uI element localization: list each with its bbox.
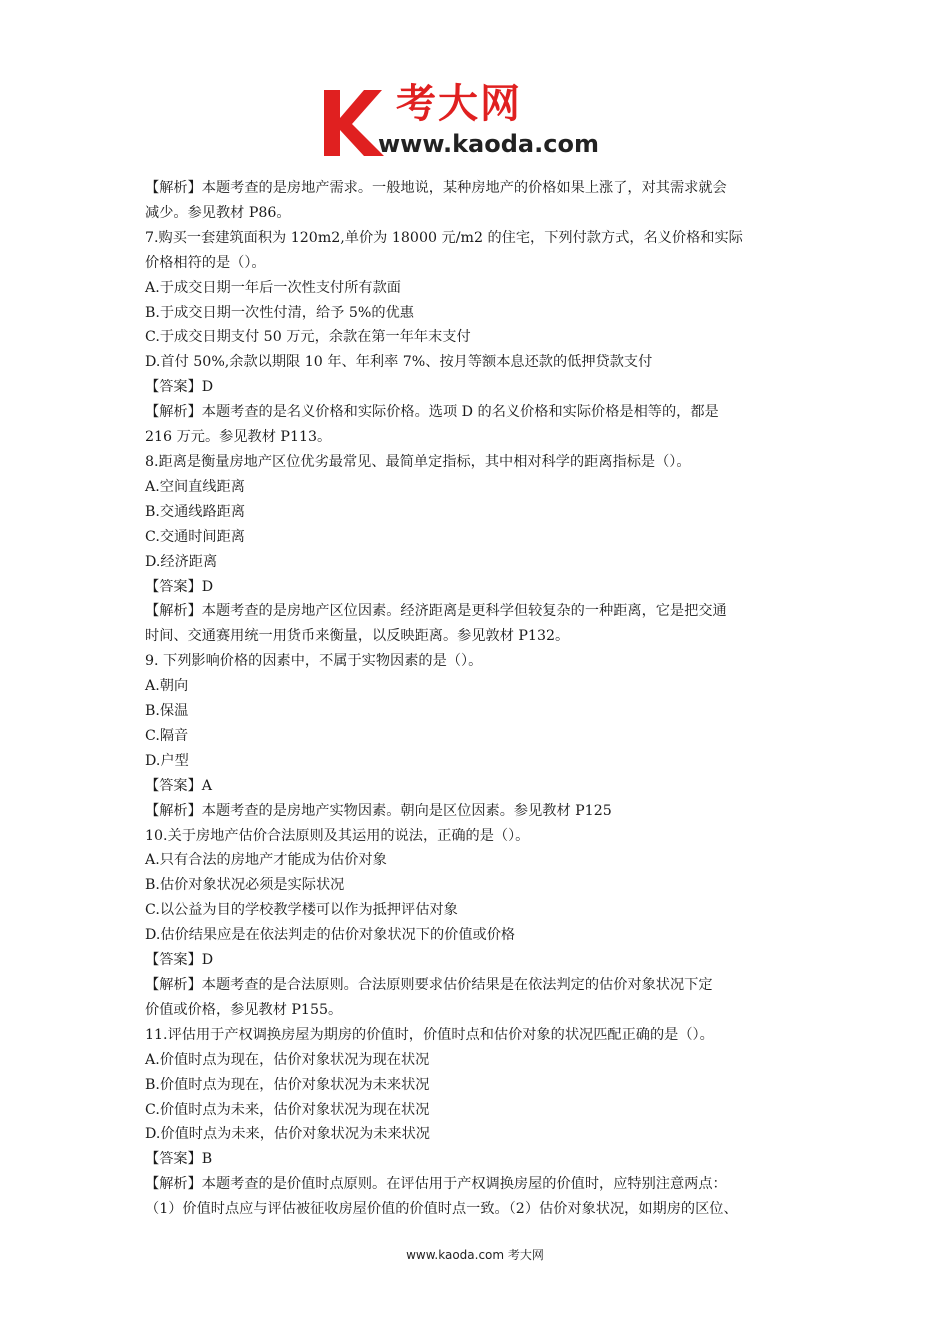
- text-line: A.空间直线距离: [145, 478, 245, 495]
- text-line: C.价值时点为未来，估价对象状况为现在状况: [145, 1101, 430, 1118]
- text-line: 8.距离是衡量房地产区位优劣最常见、最简单定指标，其中相对科学的距离指标是（）。: [145, 453, 691, 470]
- text-line: B.估价对象状况必须是实际状况: [145, 877, 345, 894]
- text-line: 7.购买一套建筑面积为 120m2,单价为 18000 元/m2 的住宅，下列付款方式，名义价格和实际: [145, 229, 743, 246]
- text-line: D.首付 50%,余款以期限 10 年、年利率 7%、按月等额本息还款的低押贷款支付: [145, 354, 653, 371]
- document-body: [145, 176, 810, 1222]
- text-line: B.交通线路距离: [145, 503, 246, 520]
- text-line: 【答案】A: [145, 777, 212, 794]
- text-line: 【答案】D: [145, 578, 214, 595]
- text-line: A.只有合法的房地产才能成为估价对象: [145, 852, 387, 869]
- text-line: 【答案】B: [145, 1151, 213, 1168]
- text-line: 【解析】本题考查的是合法原则。合法原则要求估价结果是在依法判定的估价对象状况下定: [145, 977, 713, 993]
- text-line: A.朝向: [145, 678, 189, 695]
- text-line: 【答案】D: [145, 952, 214, 969]
- logo-chinese-text: 考大网: [396, 81, 522, 127]
- text-line: A.于成交日期一年后一次性支付所有款面: [145, 279, 401, 296]
- text-line: 216 万元。参见教材 P113。: [145, 429, 332, 446]
- page-footer: www.kaoda.com 考大网: [406, 1248, 544, 1262]
- text-line: 9. 下列影响价格的因素中，不属于实物因素的是（）。: [145, 653, 483, 670]
- text-line: D.价值时点为未来，估价对象状况为未来状况: [145, 1126, 430, 1143]
- kaoda-logo: [318, 81, 638, 160]
- text-line: 【解析】本题考查的是房地产实物因素。朝向是区位因素。参见教材 P125: [145, 802, 612, 819]
- text-line: B.价值时点为现在，估价对象状况为未来状况: [145, 1076, 430, 1093]
- text-line: 时间、交通赛用统一用货币来衡量，以反映距离。参见敦材 P132。: [145, 628, 570, 645]
- text-line: D.经济距离: [145, 553, 218, 570]
- text-line: C.隔音: [145, 727, 189, 744]
- text-line: D.户型: [145, 752, 189, 769]
- text-line: 10.关于房地产估价合法原则及其运用的说法，正确的是（）。: [145, 827, 530, 844]
- text-line: A.价值时点为现在，估价对象状况为现在状况: [145, 1051, 430, 1068]
- text-line: 价格相符的是（）。: [145, 254, 266, 271]
- text-line: 【解析】本题考查的是价值时点原则。在评估用于产权调换房屋的价值时，应特别注意两点：: [145, 1176, 727, 1193]
- text-line: 【解析】本题考查的是房地产区位因素。经济距离是更科学但较复杂的一种距离，它是把交通: [145, 603, 727, 620]
- text-line: （1）价值时点应与评估被征收房屋价值的价值时点一致。（2）估价对象状况，如期房的区位、: [145, 1201, 738, 1218]
- text-line: 【解析】本题考查的是名义价格和实际价格。选项 D 的名义价格和实际价格是相等的，都是: [145, 404, 719, 421]
- text-line: B.于成交日期一次性付清，给予 5%的优惠: [145, 304, 414, 321]
- text-line: 11.评估用于产权调换房屋为期房的价值时，价值时点和估价对象的状况匹配正确的是（）。: [145, 1026, 714, 1043]
- text-line: 减少。参见教材 P86。: [145, 204, 291, 221]
- text-line: C.以公益为目的学校教学楼可以作为抵押评估对象: [145, 902, 458, 919]
- text-line: C.于成交日期支付 50 万元，余款在第一年年末支付: [145, 329, 471, 346]
- text-line: C.交通时间距离: [145, 528, 245, 545]
- text-line: 【答案】D: [145, 379, 214, 396]
- text-line: B.保温: [145, 703, 189, 720]
- logo-url-text: www.kaoda.com: [378, 130, 599, 158]
- text-line: 【解析】本题考查的是房地产需求。一般地说，某种房地产的价格如果上涨了，对其需求就会: [145, 180, 727, 196]
- text-line: 价值或价格，参见教材 P155。: [145, 1001, 343, 1018]
- text-line: D.估价结果应是在依法判走的估价对象状况下的价值或价格: [145, 927, 516, 944]
